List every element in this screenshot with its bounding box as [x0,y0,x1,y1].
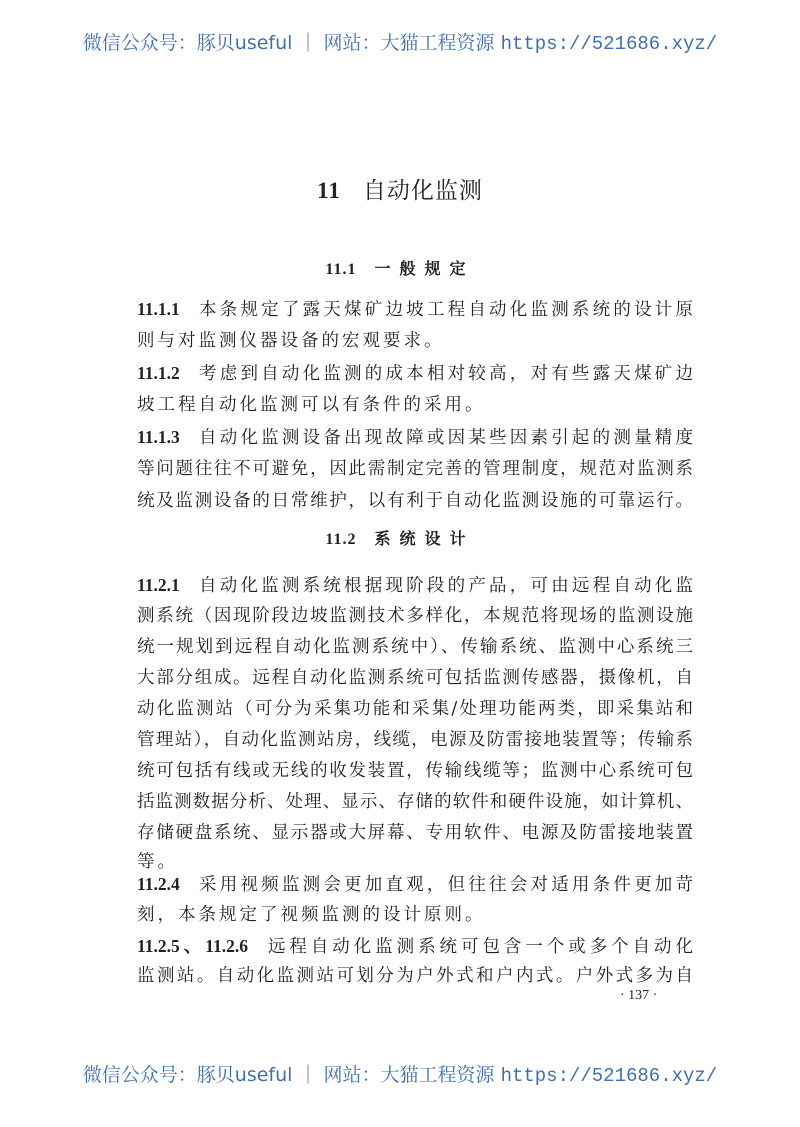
line-text: 大部分组成。远程自动化监测系统可包括监测传感器，摄像机，自 [137,668,693,688]
text-line [137,361,693,386]
text-line [137,573,693,598]
text-line [137,903,693,927]
text-line [137,457,693,481]
text-line [137,964,693,988]
watermark-url[interactable]: https://521686.xyz/ [500,1065,718,1087]
clause-number: 11.2.5、11.2.6 [137,936,248,956]
clause-number: 11.1.1 [137,299,180,319]
line-text: 存储硬盘系统、显示器或大屏幕、专用软件、电源及防雷接地装置 [137,823,693,843]
text-line [137,666,693,690]
watermark-bottom: 微信公众号：豚贝useful ｜ 网站：大猫工程资源 https://521686.xyz/ [82,1064,718,1087]
line-text: 自动化监测系统根据现阶段的产品，可由远程自动化监 [195,576,693,596]
text-line [137,850,693,874]
text-line [137,604,693,628]
section-heading: 11.2 系统设计 [325,529,475,548]
line-text: 本条规定了露天煤矿边坡工程自动化监测系统的设计原 [195,300,693,320]
text-line [137,425,693,450]
text-line [137,872,693,897]
text-line [137,821,693,845]
text-line [137,489,693,513]
line-text: 则与对监测仪器设备的宏观要求。 [137,331,445,351]
text-line [137,728,693,752]
text-line [137,759,693,783]
line-text: 自动化监测设备出现故障或因某些因素引起的测量精度 [195,428,693,448]
text-line [137,393,693,417]
line-text: 采用视频监测会更加直观，但往往会对适用条件更加苛 [195,875,693,895]
line-text: 监测站。自动化监测站可划分为户外式和户内式。户外式多为自 [137,966,693,986]
clause-number: 11.2.1 [137,575,180,595]
chapter-title: 11 自动化监测 [317,178,483,204]
line-text: 动化监测站（可分为采集功能和采集/处理功能两类，即采集站和 [137,699,693,719]
text-line [137,635,693,659]
line-text: 统及监测设备的日常维护，以有利于自动化监测设施的可靠运行。 [137,491,693,511]
line-text: 等。 [137,852,178,872]
clause-number: 11.2.4 [137,874,180,894]
line-text: 统一规划到远程自动化监测系统中）、传输系统、监测中心系统三 [137,637,693,657]
line-text: 管理站），自动化监测站房，线缆，电源及防雷接地装置等；传输系 [137,730,693,750]
line-text: 测系统（因现阶段边坡监测技术多样化，本规范将现场的监测设施 [137,606,693,626]
text-line [137,697,693,721]
text-line [137,329,693,353]
line-text: 远程自动化监测系统可包含一个或多个自动化 [263,937,694,957]
line-text: 括监测数据分析、处理、显示、存储的软件和硬件设施，如计算机、 [137,792,693,812]
clause-number: 11.1.3 [137,427,180,447]
page-number: · 137 · [620,988,658,1003]
section-heading: 11.1 一般规定 [325,259,475,278]
clause-number: 11.1.2 [137,363,180,383]
watermark-top: 微信公众号：豚贝useful ｜ 网站：大猫工程资源 https://521686.xyz/ [82,32,718,55]
line-text: 坡工程自动化监测可以有条件的采用。 [137,395,486,415]
text-line [137,934,693,959]
text-line [137,297,693,322]
line-text: 考虑到自动化监测的成本相对较高，对有些露天煤矿边 [195,364,693,384]
line-text: 统可包括有线或无线的收发装置，传输线缆等；监测中心系统可包 [137,761,693,781]
text-line [137,790,693,814]
line-text: 等问题往往不可避免，因此需制定完善的管理制度，规范对监测系 [137,459,693,479]
watermark-url[interactable]: https://521686.xyz/ [500,33,718,55]
line-text: 刻，本条规定了视频监测的设计原则。 [137,905,486,925]
